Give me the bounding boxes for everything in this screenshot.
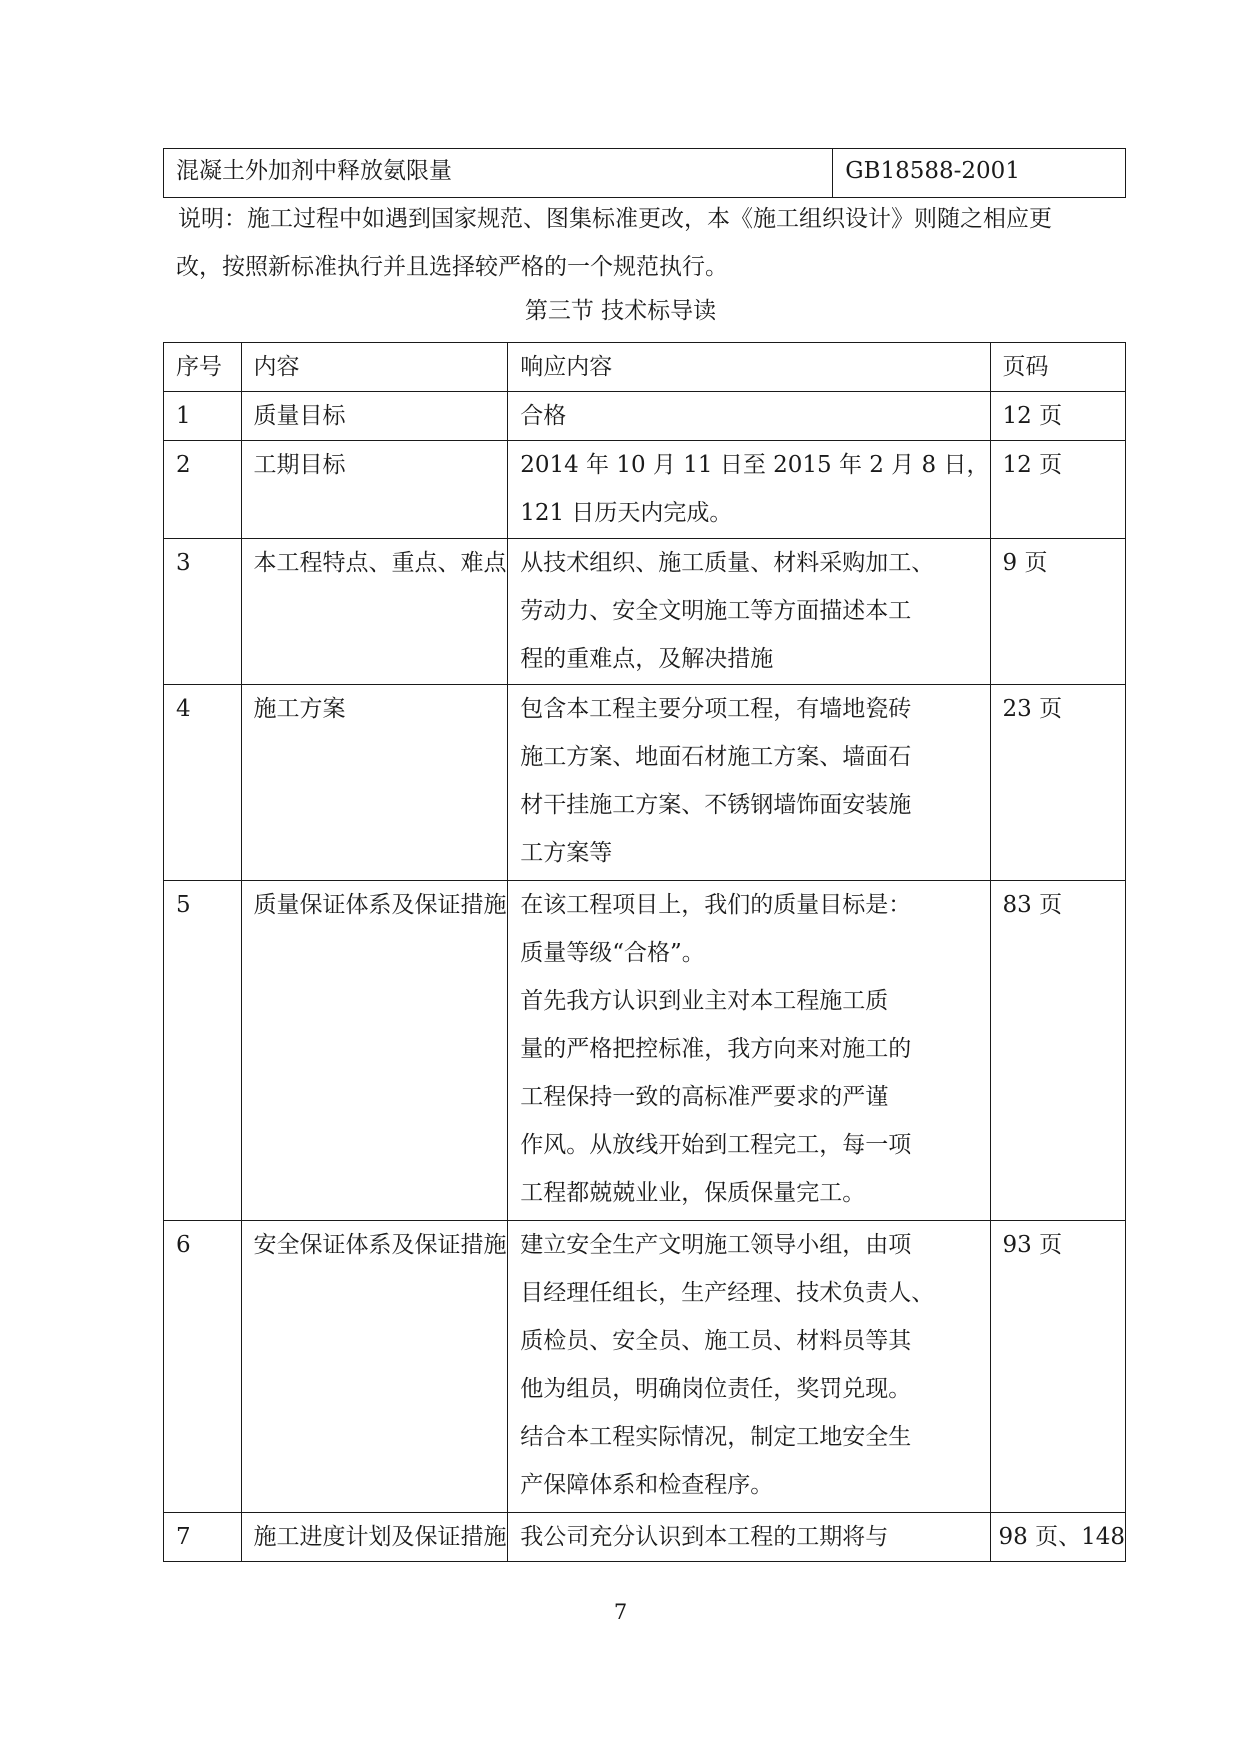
note-paragraph [178,195,1128,291]
row-no: 7 [164,1513,242,1562]
response-line: 首先我方认识到业主对本工程施工质 [520,988,889,1014]
row-response [508,539,990,685]
row-no: 3 [164,539,242,685]
row-response [508,392,990,441]
row-response [508,1221,990,1513]
spec-name: 混凝土外加剂中释放氨限量 [164,149,833,198]
response-line: 2014 年 10 月 11 日至 2015 年 2 月 8 日， [520,452,990,478]
row-no: 4 [164,685,242,881]
row-response [508,685,990,881]
guide-table [163,342,1126,1562]
table-row [164,441,1126,539]
response-line: 结合本工程实际情况，制定工地安全生 [520,1424,912,1450]
response-line: 合格 [520,403,567,429]
row-item: 施工方案 [241,685,508,881]
row-item: 质量目标 [241,392,508,441]
response-line: 建立安全生产文明施工领导小组，由项 [520,1232,912,1258]
response-line: 施工方案、地面石材施工方案、墙面石 [520,744,912,770]
table-row [164,392,1126,441]
response-line: 121 日历天内完成。 [520,500,733,526]
header-response: 响应内容 [508,343,990,392]
table-header-row [164,343,1126,392]
header-page: 页码 [990,343,1126,392]
row-page: 23 页 [990,685,1126,881]
response-line: 我公司充分认识到本工程的工期将与 [520,1524,889,1550]
row-no: 2 [164,441,242,539]
note-line-1: 说明：施工过程中如遇到国家规范、图集标准更改，本《施工组织设计》则随之相应更 [178,206,1052,232]
row-page: 98 页、148 [990,1513,1126,1562]
response-line: 目经理任组长，生产经理、技术负责人、 [520,1280,935,1306]
row-item: 施工进度计划及保证措施 [241,1513,508,1562]
page-number: 7 [613,1600,628,1624]
table-row [164,539,1126,685]
response-line: 工程都兢兢业业，保质保量完工。 [520,1180,866,1206]
table-row [164,881,1126,1221]
response-line: 从技术组织、施工质量、材料采购加工、 [520,550,935,576]
row-response [508,881,990,1221]
spec-table [163,148,1126,198]
response-line: 量的严格把控标准，我方向来对施工的 [520,1036,912,1062]
row-response [508,441,990,539]
row-page: 93 页 [990,1221,1126,1513]
response-line: 作风。从放线开始到工程完工，每一项 [520,1132,912,1158]
note-line-2: 改，按照新标准执行并且选择较严格的一个规范执行。 [176,254,728,280]
response-line: 工程保持一致的高标准严要求的严谨 [520,1084,889,1110]
table-row [164,685,1126,881]
spec-row [164,149,1126,198]
table-row [164,1513,1126,1562]
response-line: 包含本工程主要分项工程，有墙地瓷砖 [520,696,912,722]
row-no: 6 [164,1221,242,1513]
section-title: 第三节 技术标导读 [524,298,717,324]
response-line: 劳动力、安全文明施工等方面描述本工 [520,598,912,624]
header-no: 序号 [164,343,242,392]
response-line: 在该工程项目上，我们的质量目标是： [520,892,912,918]
row-response [508,1513,990,1562]
row-no: 1 [164,392,242,441]
row-item: 工期目标 [241,441,508,539]
response-line: 质量等级“合格”。 [520,940,705,966]
row-item: 质量保证体系及保证措施 [241,881,508,1221]
header-item: 内容 [241,343,508,392]
table-row [164,1221,1126,1513]
response-line: 产保障体系和检查程序。 [520,1472,774,1498]
spec-code: GB18588-2001 [833,149,1126,198]
row-page: 12 页 [990,441,1126,539]
row-item: 本工程特点、重点、难点 [241,539,508,685]
response-line: 质检员、安全员、施工员、材料员等其 [520,1328,912,1354]
row-page: 83 页 [990,881,1126,1221]
row-page: 9 页 [990,539,1126,685]
row-item: 安全保证体系及保证措施 [241,1221,508,1513]
row-no: 5 [164,881,242,1221]
response-line: 工方案等 [520,840,613,866]
response-line: 程的重难点，及解决措施 [520,646,774,672]
row-page: 12 页 [990,392,1126,441]
response-line: 他为组员，明确岗位责任，奖罚兑现。 [520,1376,912,1402]
response-line: 材干挂施工方案、不锈钢墙饰面安装施 [520,792,912,818]
